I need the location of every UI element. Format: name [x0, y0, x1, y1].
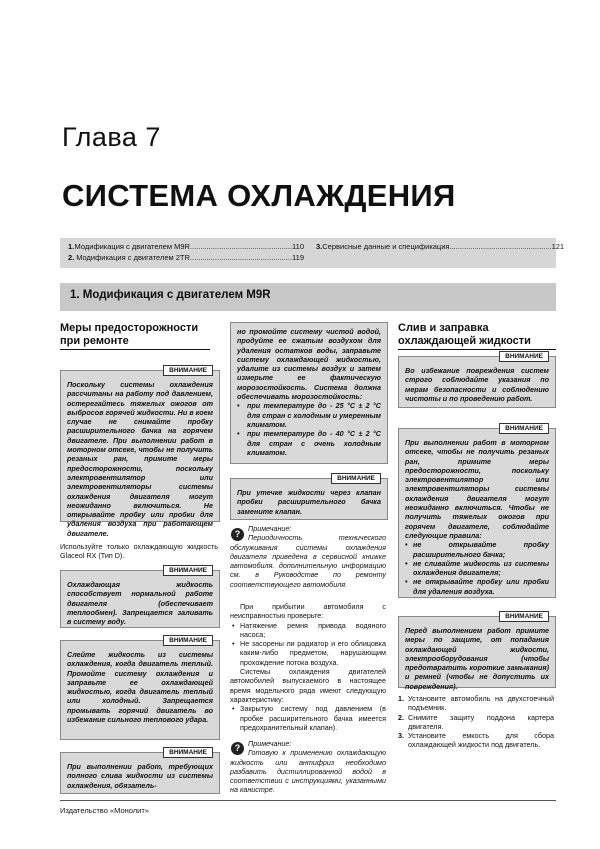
toc-item[interactable]: 2. Модификация с двигателем 2TR ................................................. 119	[68, 253, 304, 262]
publisher-footer: Издательство «Монолит»	[60, 806, 149, 815]
column-left	[60, 322, 220, 790]
chapter-label: Глава 7	[62, 122, 161, 152]
bullet-item: • Закрытую систему под давлением (в пробке расширительного бачка имеется предохранительный клапан).	[232, 704, 386, 732]
toc-item[interactable]: 3. Сервисные данные и спецификация ................................................. 121	[316, 242, 565, 251]
table-of-contents	[60, 238, 565, 268]
fluid-note: Используйте только охлаждающую жидкость Glaceol RX (Тип D).	[60, 542, 218, 561]
chapter-title: СИСТЕМА ОХЛАЖДЕНИЯ	[62, 178, 456, 213]
warning-box-continued: но промойте систему чистой водой, продуйте ее сжатым воздухом для удаления остатков воды, заправьте систему охлаждающей жидкостью, удалите из системы воздух и затем измерьте ее фактическую морозостойкость. Система должна обеспечивать морозостойкость: • при температуре до - 25 °C ± 2 °C для стран с холодным и умеренным климатом. • при температуре до - 40 °C ± 2 °C для стран с очень холодным климатом.	[230, 322, 388, 464]
section-title: 1. Модификация с двигателем M9R	[70, 289, 271, 301]
info-note-icon: ?	[231, 528, 244, 541]
bullet-item: • при температуре до - 25 °C ± 2 °C для стран с холодным и умеренным климатом.	[237, 401, 381, 429]
bullet-item: • не сливайте жидкость из системы охлаждения двигателя;	[405, 558, 549, 578]
warning-box: ВНИМАНИЕ Перед выполнением работ примите меры по защите, от попадания охлаждающей жидкости, электрооборудования (чтобы предотвратить короткие замыкания) и ремней (чтобы не допустить их повреждения).	[398, 616, 556, 688]
bullet-item: • не открывайте пробку расширительного бачка;	[405, 540, 549, 559]
note-text: Примечание: Готовую к применению охлаждающую жидкость или антифриз необходимо разбавить дистиллированной водой в соответствии с инструкциями, указанными на канистре.	[230, 739, 386, 795]
section-header	[60, 283, 556, 311]
warning-box: ВНИМАНИЕ При выполнении работ, требующих полного слива жидкости из системы охлаждения, обязатель-	[60, 752, 220, 794]
step-item: 3. Установите емкость для сбора охлаждающей жидкости под двигатель.	[398, 731, 554, 750]
bullet-item: • Не засорены ли радиатор и его облицовка каким-либо предметом, нарушающим прохождение потока воздуха.	[232, 639, 386, 667]
warning-box: ВНИМАНИЕ Поскольку системы охлаждения рассчитаны на работу под давлением, остерегайтесь тяжелых ожогов от выбросов горячей жидкости. Ни в коем случае не снимайте пробку расширительного бачка на горячем двигателе. При выполнении работ в моторном отсеке, чтобы не получить резаных ран, примите меры предосторожности, поскольку электровентилятор или электровентиляторы системы охлаждения двигателя могут неожиданно включиться. Не открывайте пробку или пробки для удаления воздуха при работающем двигателе.	[60, 370, 220, 522]
warning-label: ВНИМАНИЕ	[163, 365, 213, 376]
warning-box: ВНИМАНИЕ Во избежание повреждения систем строго соблюдайте указания по мерам безопасности и соблюдению чистоты и по проведению работ.	[398, 356, 556, 408]
col3-heading: Слив и заправка охлаждающей жидкости	[398, 322, 556, 350]
warning-box: ВНИМАНИЕ Охлаждающая жидкость способствует нормальной работе двигателя (обеспечивает теплообмен). Запрещается заливать в систему воду.	[60, 570, 220, 628]
footer-divider	[60, 800, 556, 801]
note-text: Примечание: Периодичность технического обслуживания системы охлаждения двигателя приведена в сервисной книжке автомобиля. дополнительную информацию см. в Руководстве по ремонту соответствующего автомобиля.	[230, 524, 386, 589]
check-list: При прибытии автомобиля с неисправностью проверьте: • Натяжение ремня привода водяного насоса; • Не засорены ли радиатор и его облицовка каким-либо предметом, нарушающим прохождение потока воздуха. Системы охлаждения двигателей автомобилей выпускаемого в настоящее время модельного ряда имеют следующую характеристику: • Закрытую систему под давлением (в пробке расширительного бачка имеется предохранительный клапан).	[230, 602, 386, 732]
column-right	[398, 322, 556, 750]
step-item: 1. Установите автомобиль на двухстоечный подъемник.	[398, 694, 554, 713]
warning-box: ВНИМАНИЕ Слейте жидкость из системы охлаждения, когда двигатель теплый. Промойте систему охлаждения и заправьте ее охлаждающей жидкостью, когда двигатель теплый или холодный. Запрещается промывать горячий двигатель во избежание сильного теплового удара.	[60, 640, 220, 740]
col1-heading: Меры предосторожности при ремонте	[60, 322, 210, 350]
bullet-item: • Натяжение ремня привода водяного насоса;	[232, 620, 386, 639]
toc-item[interactable]: 1. Модификация с двигателем M9R ................................................. 110	[68, 242, 304, 251]
steps-list	[398, 694, 554, 750]
info-note-icon: ?	[231, 742, 244, 755]
bullet-item: • не открывайте пробку или пробки для удаления воздуха.	[405, 577, 549, 596]
warning-box: ВНИМАНИЕ При утечке жидкости через клапан пробки расширительного бачка замените клапан.	[230, 478, 388, 520]
step-item: 2. Снимите защиту поддона картера двигателя.	[398, 712, 554, 731]
bullet-item: • при температуре до - 40 °C ± 2 °C для стран с очень холодным климатом.	[237, 429, 381, 457]
warning-box: ВНИМАНИЕ При выполнении работ в моторном отсеке, чтобы не получить резаных ран, примите меры предосторожности, поскольку электровентилятор или электровентиляторы системы охлаждения двигателя могут неожиданно включиться. Чтобы не получить тяжелых ожогов при горячем двигателе, соблюдайте следующие правила: • не открывайте пробку расширительного бачка; • не сливайте жидкость из системы охлаждения двигателя; • не открывайте пробку или пробки для удаления воздуха.	[398, 428, 556, 598]
